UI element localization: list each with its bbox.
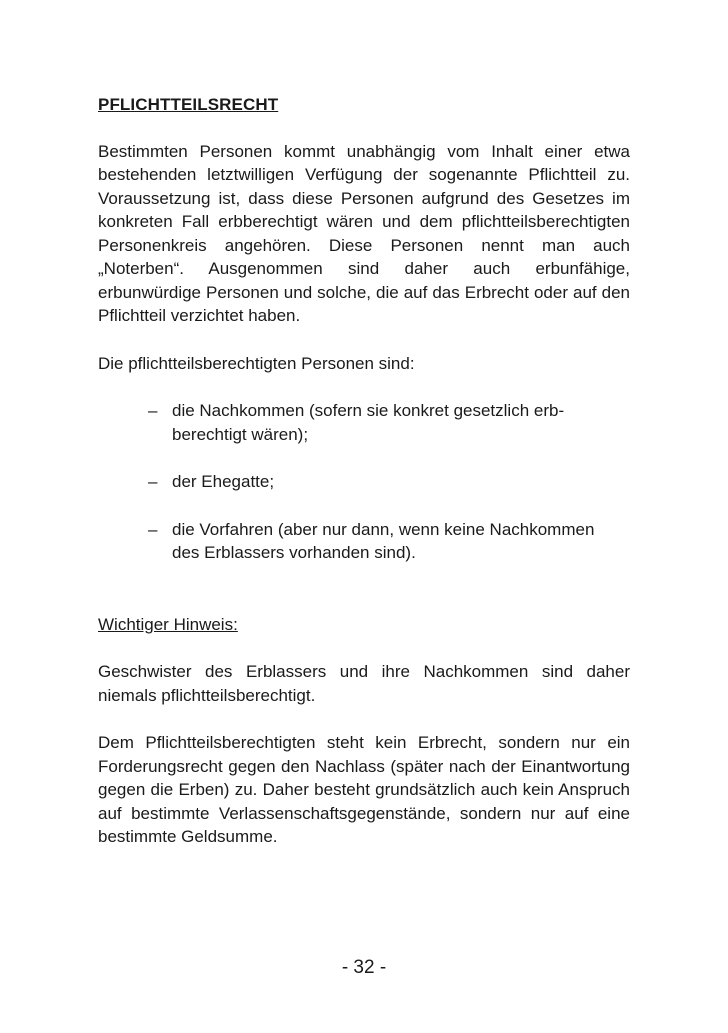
- dash-bullet: –: [148, 472, 158, 491]
- dash-bullet: –: [148, 519, 158, 539]
- list-item: [98, 399, 630, 446]
- document-page: [98, 93, 630, 849]
- intro-paragraph: Bestimmten Personen kommt unabhängig vom Inhalt einer etwa bestehenden letztwilligen Verfügung der sogenannte Pflichtteil zu. Voraussetzung ist, dass diese Personen aufgrund des Gesetzes im konkreten Fall erbberechtigt wären und dem pflichtteilsberechtigten Personenkreis angehören. Diese Personen nennt man auch „Noterben“. Ausgenommen sind daher auch erbunfähige, erbunwürdige Personen und solche, die auf das Erbrecht oder auf den Pflichtteil verzichtet haben.: [98, 141, 630, 325]
- entitled-persons-list: [98, 399, 630, 565]
- list-item-text: der Ehegatte;: [172, 472, 275, 491]
- section-heading: PFLICHTTEILSRECHT: [98, 95, 279, 114]
- hint-paragraph-claim: Dem Pflichtteilsberechtigten steht kein Erbrecht, sondern nur ein Forderungsrecht gegen den Nachlass (später nach der Einantwortung gegen die Erben) zu. Daher besteht grundsätzlich auch kein Anspruch auf bestimmte Verlassenschaftsgegenstände, sondern nur auf eine bestimmte Geldsumme.: [98, 733, 630, 846]
- list-intro: Die pflichtteilsberechtigten Personen sind:: [98, 353, 415, 373]
- list-item-text: die Nachkommen (sofern sie konkret gesetzlich erbberechtigt wären);: [172, 401, 565, 444]
- list-item-text: die Vorfahren (aber nur dann, wenn keine Nachkommen des Erblassers vorhanden sind).: [172, 519, 595, 562]
- dash-bullet: –: [148, 401, 158, 420]
- hint-heading: Wichtiger Hinweis:: [98, 614, 238, 634]
- page-number: - 32 -: [341, 957, 387, 978]
- list-item: [98, 518, 630, 565]
- hint-paragraph-siblings: Geschwister des Erblassers und ihre Nachkommen sind daher niemals pflichtteilsberechtigt.: [98, 662, 630, 705]
- list-item: [98, 470, 630, 494]
